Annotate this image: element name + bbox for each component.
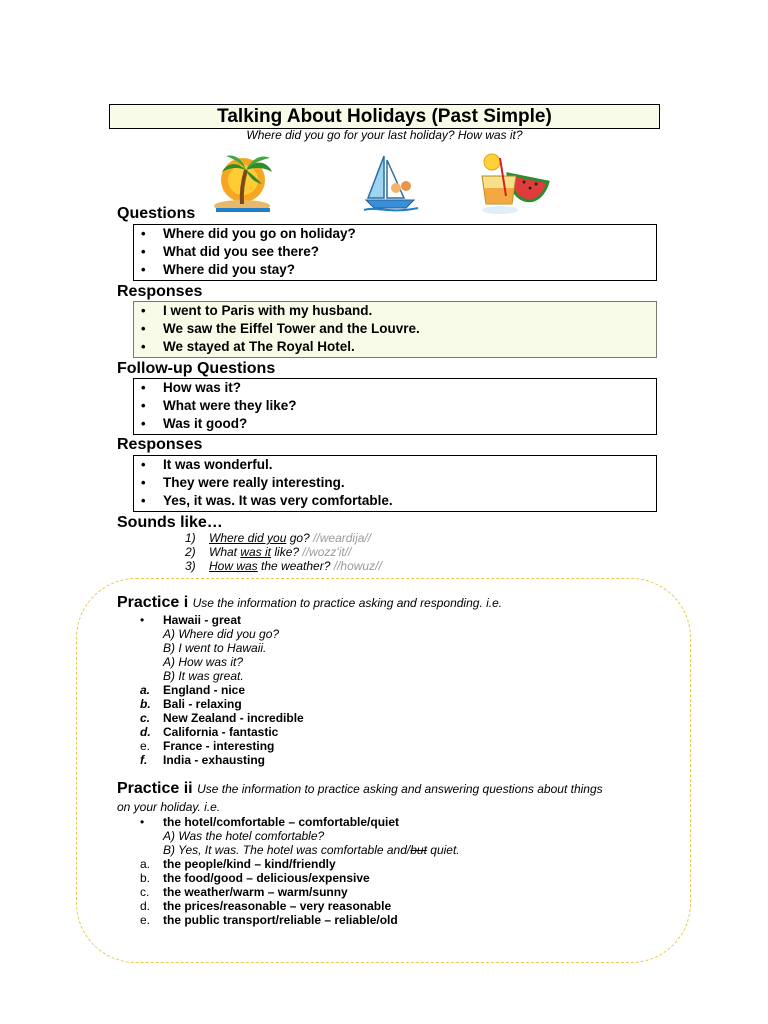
list-marker: c.	[140, 885, 150, 899]
section-heading-questions: Questions	[117, 205, 196, 222]
bullet-mark: •	[140, 613, 145, 627]
list-marker: a.	[140, 683, 151, 697]
list-text: France - interesting	[163, 739, 275, 753]
sounds-number: 1)	[185, 531, 196, 545]
list-text: Bali - relaxing	[163, 697, 242, 711]
sounds-underlined: was it	[240, 545, 272, 559]
sounds-number: 2)	[185, 545, 196, 559]
page-subtitle: Where did you go for your last holiday? How was it?	[246, 128, 523, 142]
practice-2-title: Practice ii	[117, 780, 193, 797]
example-line: B) It was great.	[163, 669, 244, 683]
list-item: • Yes, it was. It was very comfortable.	[134, 492, 656, 510]
sounds-item	[185, 545, 382, 559]
list-item	[140, 613, 304, 627]
list-item	[140, 913, 460, 927]
sounds-underlined: Where did you	[209, 531, 287, 545]
list-item	[140, 697, 304, 711]
example-line: A) How was it?	[163, 655, 244, 669]
list-item	[140, 885, 460, 899]
practice-1-description: Use the information to practice asking and responding. i.e.	[192, 596, 503, 610]
sounds-list	[185, 531, 382, 573]
example-line: B) I went to Hawaii.	[163, 641, 267, 655]
list-item	[140, 857, 460, 871]
practice-2-description-line2: on your holiday. i.e.	[117, 800, 221, 814]
questions-box	[133, 224, 657, 281]
palm-island-icon	[212, 150, 278, 214]
sounds-number: 3)	[185, 559, 196, 573]
list-item	[140, 871, 460, 885]
example-line: A) Was the hotel comfortable?	[163, 829, 325, 843]
cocktail-watermelon-icon	[478, 152, 550, 216]
list-item	[140, 739, 304, 753]
responses-box-1	[133, 301, 657, 358]
list-text: England - nice	[163, 683, 246, 697]
section-heading-sounds-like: Sounds like…	[117, 514, 223, 531]
sounds-rest: go?	[286, 531, 314, 545]
list-item: • We stayed at The Royal Hotel.	[134, 338, 656, 356]
example-item: Hawaii - great	[163, 613, 242, 627]
section-heading-responses-1: Responses	[117, 283, 203, 300]
sounds-item	[185, 531, 382, 545]
list-marker: d.	[140, 899, 151, 913]
sounds-underlined: How was	[209, 559, 258, 573]
list-item: • It was wonderful.	[134, 456, 656, 474]
sounds-item	[185, 559, 382, 573]
list-marker: f.	[140, 753, 148, 767]
list-item	[140, 753, 304, 767]
list-item	[140, 815, 460, 829]
section-heading-follow-up: Follow-up Questions	[117, 360, 276, 377]
example-item: the hotel/comfortable – comfortable/quiet	[163, 815, 400, 829]
page-title: Talking About Holidays (Past Simple)	[109, 104, 660, 129]
list-item: • What did you see there?	[134, 243, 656, 261]
list-text: New Zealand - incredible	[163, 711, 304, 725]
example-line: B) Yes, It was. The hotel was comfortable and/but quiet.	[163, 843, 460, 857]
practice-2-header	[117, 782, 657, 796]
practice-1-title: Practice i	[117, 594, 189, 611]
list-item: • We saw the Eiffel Tower and the Louvre.	[134, 320, 656, 338]
sailboat-icon	[362, 152, 420, 214]
list-text: the prices/reasonable – very reasonable	[163, 899, 392, 913]
list-marker: b.	[140, 697, 151, 711]
list-item	[140, 899, 460, 913]
responses-box-2	[133, 455, 657, 512]
list-text: the food/good – delicious/expensive	[163, 871, 370, 885]
sounds-phonetic: //weardija//	[313, 531, 372, 545]
list-marker: a.	[140, 857, 151, 871]
sounds-phonetic: //wozz'it//	[302, 545, 352, 559]
practice-2-list	[140, 815, 460, 927]
practice-2-description: Use the information to practice asking and answering questions about things	[197, 782, 603, 796]
practice-1-list	[140, 613, 304, 767]
list-text: the public transport/reliable – reliable/old	[163, 913, 398, 927]
list-item	[140, 711, 304, 725]
list-item: • I went to Paris with my husband.	[134, 302, 656, 320]
sounds-pre: What	[209, 545, 241, 559]
list-marker: e.	[140, 739, 151, 753]
list-item: • Was it good?	[134, 415, 656, 433]
follow-up-box	[133, 378, 657, 435]
list-item: • They were really interesting.	[134, 474, 656, 492]
list-item: • Where did you go on holiday?	[134, 225, 656, 243]
sounds-rest: like?	[271, 545, 303, 559]
list-text: California - fantastic	[163, 725, 279, 739]
section-heading-responses-2: Responses	[117, 436, 203, 453]
example-line: A) Where did you go?	[163, 627, 280, 641]
practice-1-header	[117, 594, 502, 612]
list-item	[140, 725, 304, 739]
list-item: • What were they like?	[134, 397, 656, 415]
list-marker: b.	[140, 871, 151, 885]
list-item: • Where did you stay?	[134, 261, 656, 279]
list-marker: d.	[140, 725, 151, 739]
list-item: • How was it?	[134, 379, 656, 397]
sounds-rest: the weather?	[257, 559, 334, 573]
list-marker: c.	[140, 711, 151, 725]
list-item	[140, 683, 304, 697]
bullet-mark: •	[140, 815, 145, 829]
list-text: the weather/warm – warm/sunny	[163, 885, 348, 899]
list-text: India - exhausting	[163, 753, 266, 767]
list-marker: e.	[140, 913, 151, 927]
sounds-phonetic: //howuz//	[333, 559, 382, 573]
list-text: the people/kind – kind/friendly	[163, 857, 336, 871]
